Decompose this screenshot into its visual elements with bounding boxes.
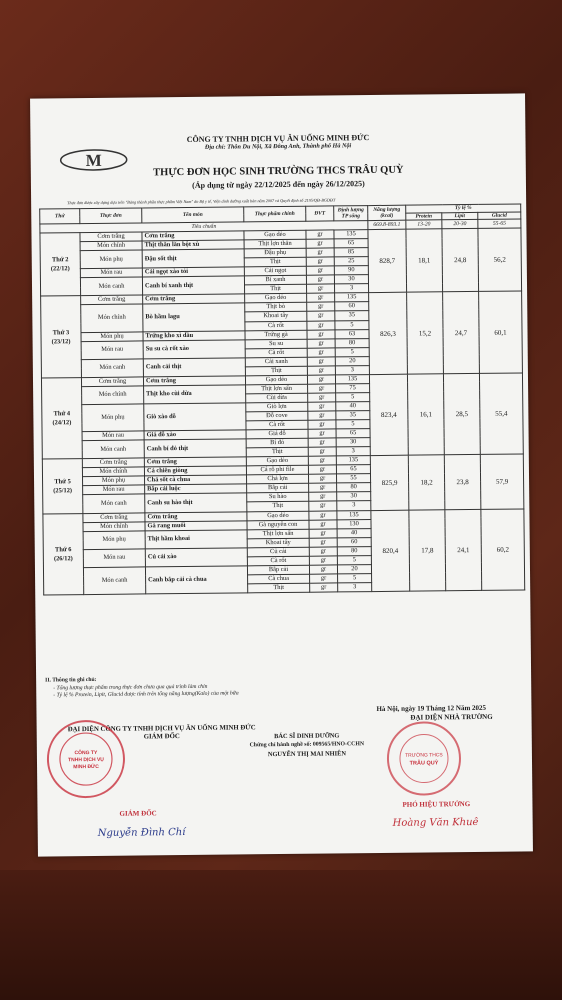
energy-value: 823,4 [369,374,408,456]
unit: gr [307,320,335,329]
dish-name: Thịt thăn lăn bột xù [142,240,244,250]
school-stamp-icon [385,719,464,798]
ingredient: Thịt [244,257,306,267]
unit: gr [307,311,335,320]
ingredient: Thịt [246,447,308,457]
header-thuc-don: Thực đơn [80,208,142,224]
dish-name: Cơm trắng [144,457,246,467]
meal-type: Món phụ [80,250,142,269]
ingredient: Chả lợn [246,475,308,485]
ingredient: Gạo dẻo [245,375,307,385]
day-cell [40,233,81,297]
vice-principal-title: PHÓ HIỆU TRƯỞNG [402,800,471,809]
header-glucid: Glucid [478,211,521,219]
dish-name: Cải ngọt xào tỏi [142,267,244,277]
header-lipit: Lipit [442,212,478,220]
dish-name: Bò hầm lagu [143,303,245,331]
ingredient: Trứng gà [245,330,307,340]
unit: gr [310,583,338,592]
dish-name: Giò xào đỗ [144,403,246,431]
unit: gr [308,384,336,393]
nutritionist-name: NGUYỄN THỊ MAI NHIÊN [267,750,347,759]
dish-name: Cơm trắng [145,511,247,521]
company-rep-title: ĐẠI DIỆN CÔNG TY TNHH DỊCH VỤ ĂN UỐNG MINH ĐỨC [67,724,256,734]
quantity: 40 [337,528,371,537]
meal-type: Món phụ [83,476,145,486]
meal-type: Món canh [82,440,144,459]
quantity: 5 [338,573,372,582]
dish-name: Bắp cải luộc [145,484,247,494]
ingredient: Cà rốt [246,420,308,430]
ingredient: Cá rô phi file [246,465,308,475]
unit: gr [308,438,336,447]
day-name: Thứ 5 [54,478,71,486]
meal-type: Món chính [82,467,144,477]
meal-type: Món canh [83,567,145,595]
nutritionist-cert: Chứng chỉ hành nghề số: 009565/HNO-CCHN [249,741,365,749]
meal-type: Món rau [82,431,144,441]
energy-value: 825,9 [370,455,409,510]
quantity: 55 [336,474,370,483]
unit: gr [308,411,336,420]
unit: gr [309,492,337,501]
ingredient: Thịt lợn sấn [246,384,308,394]
dish-name: Trứng kho xì dầu [143,330,245,340]
ingredient: Củ cải [247,547,309,557]
meal-type: Món chính [81,304,143,332]
ingredient: Thịt [245,366,307,376]
unit: gr [306,266,334,275]
notes-title: II. Thông tin ghi chú: [45,676,97,684]
quantity: 5 [336,392,370,401]
ingredient: Cà rốt [245,321,307,331]
ingredient: Su su [245,339,307,349]
company-name: CÔNG TY TNHH DỊCH VỤ ĂN UỐNG MINH ĐỨC [186,133,370,144]
header-dvt: ĐVT [306,206,334,221]
day-date: (23/12) [51,337,71,345]
quantity: 75 [336,383,370,392]
header-ty-le: Tỷ lệ % [406,204,521,213]
quantity: 25 [334,257,368,266]
standard-glucid: 55-65 [478,219,521,228]
day-date: (26/12) [53,554,73,563]
unit: gr [307,302,335,311]
meal-type: Cơm trắng [82,458,144,468]
quantity: 5 [337,555,371,564]
day-name: Thứ 3 [52,328,70,336]
dish-name: Thịt hầm khoai [145,529,247,548]
ingredient: Thịt [245,285,307,295]
unit: gr [306,275,334,284]
ingredient: Cải xanh [245,357,307,367]
quantity: 130 [337,519,371,528]
source-note: Thực đơn được xây dựng dựa trên "Bảng thành phần thực phẩm Việt Nam" do Bộ y tế, Viện dinh dưỡng xuất bản năm 2007 và Quyết định số 2195/QĐ-BGDĐT [67,197,336,206]
unit: gr [309,565,337,574]
meal-type: Món phụ [83,531,145,550]
quantity: 60 [335,302,369,311]
protein-value: 17,8 [409,509,446,591]
svg-text:MINH ĐỨC: MINH ĐỨC [73,763,99,771]
svg-text:CÔNG TY: CÔNG TY [74,749,98,757]
quantity: 5 [335,347,369,356]
ingredient: Gạo dẻo [247,511,309,521]
day-name: Thứ 6 [54,545,72,554]
header-dinh-luong: Định lượng TP sống [334,206,368,221]
day-date: (22/12) [50,265,70,273]
dish-name: Canh su hào thịt [145,493,247,512]
unit: gr [308,402,336,411]
unit: gr [308,447,336,456]
ingredient: Khoai tây [245,312,307,322]
meal-type: Cơm trắng [81,377,143,387]
protein-value: 18,2 [408,455,445,510]
dish-name: Canh cải thịt [143,358,245,377]
ingredient: Thịt lợn sấn [247,529,309,539]
glucid-value: 55,4 [479,373,523,455]
day-cell [41,296,82,378]
quantity: 5 [335,320,369,329]
unit: gr [309,501,337,510]
quantity: 65 [336,465,370,474]
meal-type: Cơm trắng [81,295,143,305]
unit: gr [308,465,336,474]
glucid-value: 57,9 [480,454,524,509]
quantity: 20 [337,564,371,573]
quantity: 135 [335,374,369,383]
day-date: (25/12) [53,487,73,495]
unit: gr [307,366,335,375]
protein-value: 18,1 [406,229,443,293]
quantity: 135 [336,456,370,465]
dish-name: Thịt kho cùi dừa [144,385,246,404]
menu-table [39,203,525,595]
dish-name: Su su cà rốt xào [143,339,245,358]
company-address: Địa chỉ: Thôn Du Nội, Xã Đông Anh, Thành phố Hà Nội [204,142,352,151]
ingredient: Khoai tây [247,538,309,548]
note-2: - Tỷ lệ % Protein, Lipit, Glucid được tính trên tổng năng lượng(Kalo) của một bữa [53,690,239,699]
quantity: 3 [335,284,369,293]
meal-type: Món rau [83,549,145,568]
quantity: 35 [335,311,369,320]
quantity: 80 [335,338,369,347]
meal-type: Món canh [83,494,145,513]
unit: gr [306,248,334,257]
unit: gr [307,293,335,302]
standard-protein: 13-20 [406,220,442,229]
school-representative: ĐẠI DIỆN NHÀ TRƯỜNG [410,712,493,722]
quantity: 40 [336,402,370,411]
ingredient: Giá đỗ [246,429,308,439]
unit: gr [308,456,336,465]
menu-document [30,93,533,856]
quantity: 135 [335,293,369,302]
nutritionist-title: BÁC SĨ DINH DƯỠNG [274,732,340,741]
energy-value: 826,3 [369,293,408,375]
quantity: 80 [337,546,371,555]
ingredient: Su hào [247,493,309,503]
quantity: 35 [336,411,370,420]
vice-principal-signature: Hoàng Văn Khuê [392,816,479,829]
quantity: 3 [336,447,370,456]
energy-value: 820,4 [371,510,410,592]
protein-value: 15,2 [407,292,444,374]
quantity: 60 [337,537,371,546]
lipit-value: 24,1 [445,509,482,591]
meal-type: Món chính [83,521,145,531]
svg-text:TRÂU QUỲ: TRÂU QUỲ [409,760,439,767]
unit: gr [306,257,334,266]
header-thu: Thứ [40,209,80,224]
lipit-value: 28,5 [443,373,480,455]
meal-type: Món chính [82,386,144,405]
header-thuc-pham: Thực phẩm chính [244,206,306,222]
quantity: 65 [334,239,368,248]
quantity: 63 [335,329,369,338]
meal-type: Món phụ [82,404,144,432]
unit: gr [310,574,338,583]
unit: gr [309,510,337,519]
ingredient: Gạo dẻo [244,230,306,240]
director-signature: Nguyễn Đình Chí [97,827,186,839]
company-stamp-icon [45,718,128,801]
quantity: 3 [337,501,371,510]
unit: gr [308,429,336,438]
ingredient: Thịt [247,502,309,512]
footer-notes [45,672,525,700]
dish-name: Đậu sốt thịt [142,249,244,268]
header-nang-luong: Năng lượng (kcal) [368,205,406,220]
ingredient: Cà chua [248,574,310,584]
ingredient: Cà rốt [245,348,307,358]
ingredient: Bắp cải [247,484,309,494]
ingredient: Thịt lợn thăn [244,239,306,249]
day-cell [41,377,82,459]
page-title: THỰC ĐƠN HỌC SINH TRƯỜNG THCS TRÂU QUỲ [153,164,404,179]
standard-lipit: 20-30 [442,219,478,228]
glucid-value: 60,1 [479,291,523,373]
dish-name: Cơm trắng [142,231,244,241]
dish-name: Củ cải xào [145,548,247,567]
ingredient: Gạo dẻo [245,294,307,304]
quantity: 85 [334,248,368,257]
lipit-value: 24,7 [443,292,480,374]
lipit-value: 23,8 [444,455,481,510]
menu-table-body [40,228,525,595]
day-date: (24/12) [52,419,72,427]
unit: gr [309,538,337,547]
unit: gr [307,329,335,338]
quantity: 3 [338,582,372,591]
director-signature-title: GIÁM ĐỐC [119,809,157,818]
dish-name: Cơm trắng [143,294,245,304]
company-rep-role: GIÁM ĐỐC [143,733,180,741]
quantity: 135 [334,230,368,239]
dish-name: Giá đỗ xào [144,430,246,440]
page-subtitle: (Áp dụng từ ngày 22/12/2025 đến ngày 26/12/2025) [192,179,365,190]
header-ten-mon: Tên món [142,207,244,223]
header-protein: Protein [406,212,442,220]
dish-name: Canh bí đỏ thịt [144,439,246,458]
unit: gr [307,339,335,348]
unit: gr [309,529,337,538]
unit: gr [307,357,335,366]
unit: gr [309,483,337,492]
unit: gr [308,393,336,402]
ingredient: Đỗ cove [246,411,308,421]
day-cell [43,513,84,595]
quantity: 80 [337,483,371,492]
unit: gr [308,474,336,483]
note-1: - Tổng lượng thực phẩm trong thực đơn chưa qua quá trình làm chín [53,683,208,691]
ingredient: Gà nguyên con [247,520,309,530]
quantity: 135 [337,510,371,519]
quantity: 5 [336,420,370,429]
glucid-value: 56,2 [478,228,522,292]
unit: gr [306,239,334,248]
glucid-value: 60,2 [481,508,525,590]
unit: gr [309,547,337,556]
quantity: 30 [337,492,371,501]
lipit-value: 24,8 [442,228,479,292]
ingredient: Cải ngọt [244,266,306,276]
meal-type: Món rau [83,485,145,495]
svg-text:TNHH DỊCH VỤ: TNHH DỊCH VỤ [68,756,104,764]
wooden-table-bottom [0,870,562,1000]
unit: gr [309,519,337,528]
quantity: 30 [334,275,368,284]
ingredient: Gạo dẻo [246,456,308,466]
unit: gr [307,348,335,357]
dish-name: Canh bắp cải cà chua [145,566,247,594]
meal-type: Món canh [80,277,142,296]
energy-value: 828,7 [368,229,407,293]
meal-type: Món phụ [81,332,143,342]
ingredient: Cùi dừa [246,393,308,403]
day-name: Thứ 2 [51,256,69,264]
day-cell [42,459,83,514]
protein-value: 16,1 [407,374,444,456]
standard-energy: 669.8-893.1 [368,220,406,229]
dish-name: Chả sốt cà chua [145,475,247,485]
unit: gr [308,420,336,429]
meal-type: Món rau [80,268,142,278]
svg-text:M: M [85,150,102,171]
ingredient: Bí đỏ [246,438,308,448]
dish-name: Cá chiên giòng [144,466,246,476]
meal-type: Cơm trắng [83,512,145,522]
ingredient: Bắp cải [247,565,309,575]
meal-type: Món canh [81,359,143,378]
quantity: 90 [334,266,368,275]
day-name: Thứ 4 [53,410,71,418]
quantity: 20 [335,356,369,365]
ingredient: Bí xanh [244,276,306,286]
ingredient: Cà rốt [247,556,309,566]
dish-name: Cơm trắng [143,376,245,386]
dish-name: Canh bí xanh thịt [142,276,244,295]
ingredient: Đậu phụ [244,248,306,258]
meal-type: Món rau [81,341,143,360]
meal-type: Món chính [80,241,142,251]
ingredient: Giò lợn [246,402,308,412]
date-line: Hà Nội, ngày 19 Tháng 12 Năm 2025 [376,703,487,714]
unit: gr [307,284,335,293]
quantity: 30 [336,438,370,447]
nutritionist-block [222,731,392,760]
svg-text:TRƯỜNG THCS: TRƯỜNG THCS [405,752,443,759]
unit: gr [306,230,334,239]
quantity: 65 [336,429,370,438]
unit: gr [309,556,337,565]
ingredient: Thịt bò [245,303,307,313]
unit: gr [307,375,335,384]
ingredient: Thịt [248,583,310,593]
standard-label: Tiêu chuẩn [40,221,368,233]
quantity: 3 [335,365,369,374]
meal-type: Cơm trắng [80,232,142,242]
dish-name: Gà rang muối [145,520,247,530]
